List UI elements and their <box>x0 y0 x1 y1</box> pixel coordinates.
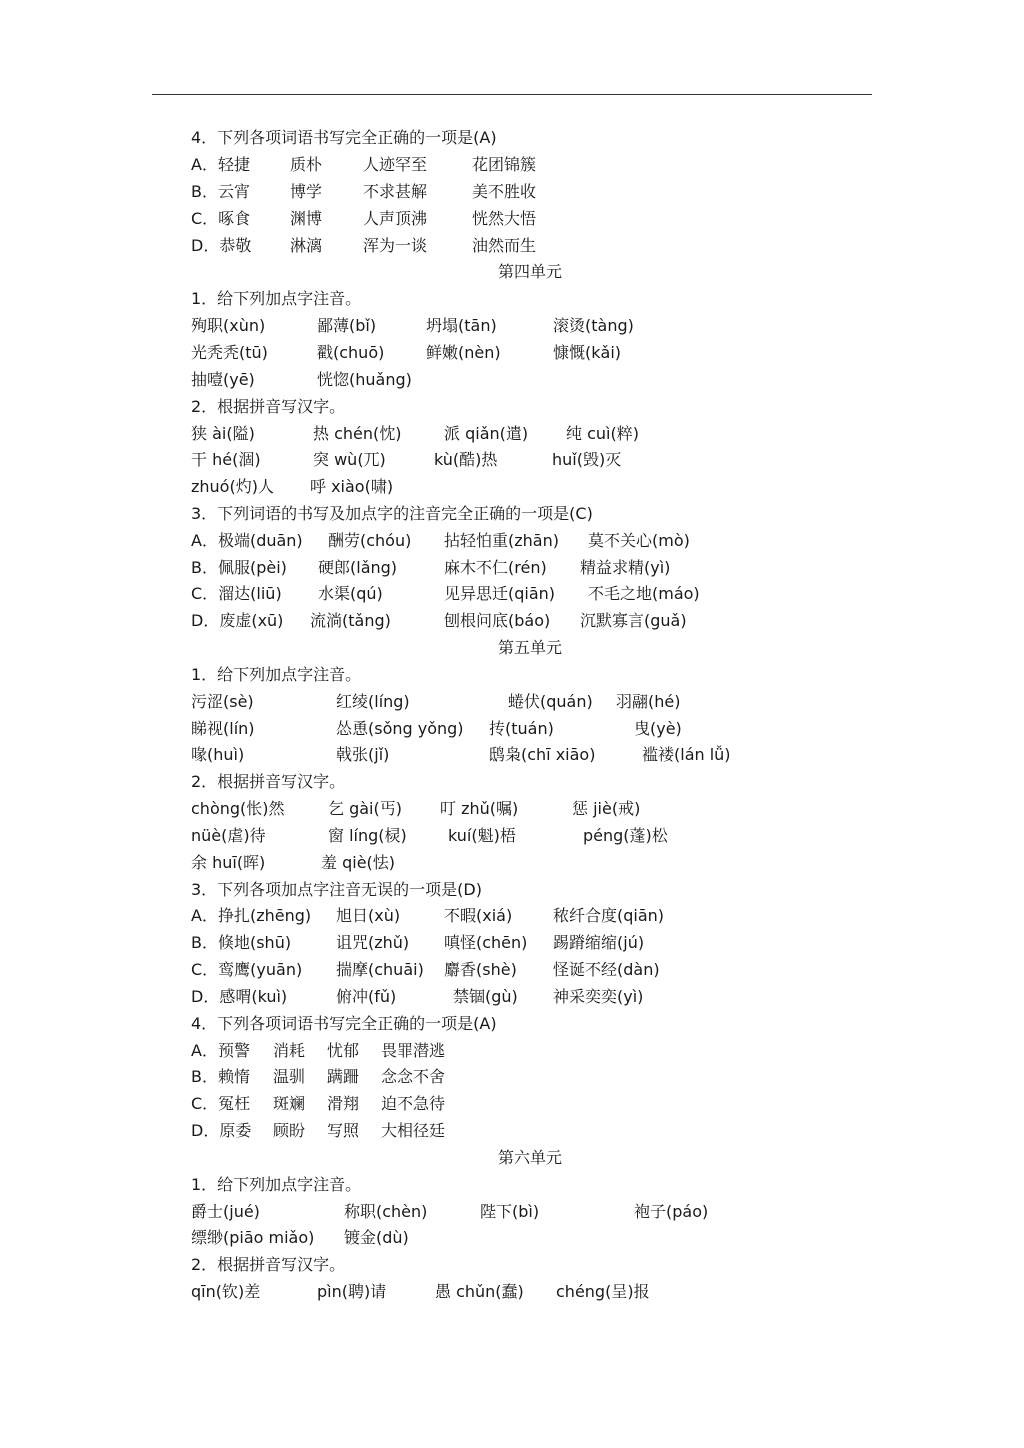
row-item: 麝香(shè) <box>444 960 517 979</box>
answer-row <box>0 339 1024 366</box>
row-item: 干 hé(涸) <box>191 450 261 469</box>
row-item: kuí(魁)梧 <box>448 826 516 845</box>
answer-row <box>0 151 1024 178</box>
row-item: 秾纤合度(qiān) <box>553 906 665 925</box>
row-item: péng(蓬)松 <box>583 826 668 845</box>
row-item: 窗 líng(棂) <box>328 826 407 845</box>
answer-row <box>0 1198 1024 1225</box>
row-item: 慷慨(kǎi) <box>553 343 622 362</box>
question-line: 2．根据拼音写汉字。 <box>191 1255 346 1274</box>
answer-row <box>0 983 1024 1010</box>
question-line: 4．下列各项词语书写完全正确的一项是(A) <box>191 1014 497 1033</box>
row-item: 爵士(jué) <box>191 1202 260 1221</box>
row-item: 曳(yè) <box>634 719 682 738</box>
answer-row <box>0 473 1024 500</box>
row-item: 蜷伏(quán) <box>508 692 593 711</box>
row-item: 揣摩(chuāi) <box>336 960 424 979</box>
row-item: B．倏地(shū) <box>191 933 292 952</box>
row-item: 不暇(xiá) <box>444 906 513 925</box>
row-item: 美不胜收 <box>472 182 537 201</box>
row-item: 刨根问底(báo) <box>444 611 551 630</box>
row-item: 鄙薄(bǐ) <box>317 316 377 335</box>
row-item: 羽翮(hé) <box>616 692 681 711</box>
question-line: 4．下列各项词语书写完全正确的一项是(A) <box>191 128 497 147</box>
row-item: 俯冲(fǔ) <box>336 987 397 1006</box>
row-item: 畏罪潜逃 <box>381 1041 446 1060</box>
row-item: 沉默寡言(guǎ) <box>580 611 687 630</box>
row-item: 滚烫(tàng) <box>553 316 634 335</box>
row-item: chéng(呈)报 <box>556 1282 650 1301</box>
answer-row <box>0 366 1024 393</box>
answer-row <box>0 312 1024 339</box>
row-item: 诅咒(zhǔ) <box>336 933 410 952</box>
row-item: 禁锢(gù) <box>453 987 518 1006</box>
row-item: pìn(聘)请 <box>317 1282 387 1301</box>
row-item: C．啄食 <box>191 209 251 228</box>
row-item: 坍塌(tān) <box>426 316 497 335</box>
answer-row <box>0 446 1024 473</box>
row-item: huǐ(毁)灭 <box>552 450 622 469</box>
row-item: 恍惚(huǎng) <box>317 370 412 389</box>
row-item: 褴褛(lán lǚ) <box>642 745 731 764</box>
unit-heading: 第五单元 <box>497 638 562 657</box>
row-item: 恍然大悟 <box>472 209 537 228</box>
answer-row <box>0 902 1024 929</box>
question-line: 3．下列词语的书写及加点字的注音完全正确的一项是(C) <box>191 504 593 523</box>
row-item: C．冤枉 <box>191 1094 251 1113</box>
question-line: 2．根据拼音写汉字。 <box>191 397 346 416</box>
row-item: A．轻捷 <box>191 155 250 174</box>
row-item: 淋漓 <box>290 236 323 255</box>
row-item: 鲜嫩(nèn) <box>426 343 501 362</box>
answer-row <box>0 741 1024 768</box>
answer-row <box>0 554 1024 581</box>
row-item: B．赖惰 <box>191 1067 250 1086</box>
row-item: 神采奕奕(yì) <box>553 987 644 1006</box>
row-item: 油然而生 <box>472 236 537 255</box>
answer-row <box>0 205 1024 232</box>
row-item: 怪诞不经(dàn) <box>553 960 660 979</box>
answer-row <box>0 1037 1024 1064</box>
answer-row <box>0 929 1024 956</box>
row-item: 红绫(líng) <box>336 692 410 711</box>
question-line: 1．给下列加点字注音。 <box>191 1175 362 1194</box>
row-item: 袍子(páo) <box>634 1202 709 1221</box>
row-item: 不毛之地(máo) <box>588 584 700 603</box>
row-item: 抽噎(yē) <box>191 370 255 389</box>
row-item: 见异思迁(qiān) <box>444 584 556 603</box>
unit-heading: 第六单元 <box>497 1148 562 1167</box>
row-item: 戟张(jǐ) <box>336 745 390 764</box>
row-item: D．恭敬 <box>191 236 252 255</box>
row-item: 精益求精(yì) <box>580 558 671 577</box>
row-item: 愚 chǔn(蠢) <box>435 1282 524 1301</box>
row-item: C．鸾鹰(yuān) <box>191 960 303 979</box>
row-item: 余 huī(晖) <box>191 853 266 872</box>
row-item: 消耗 <box>273 1041 306 1060</box>
row-item: A．预警 <box>191 1041 250 1060</box>
question-line: 2．根据拼音写汉字。 <box>191 772 346 791</box>
row-item: 渊博 <box>290 209 323 228</box>
row-item: 大相径廷 <box>381 1121 446 1140</box>
row-item: 派 qiǎn(遣) <box>444 424 529 443</box>
row-item: 硬郎(lǎng) <box>318 558 398 577</box>
row-item: 花团锦簇 <box>472 155 537 174</box>
question-line: 1．给下列加点字注音。 <box>191 665 362 684</box>
answer-row <box>0 580 1024 607</box>
row-item: 酬劳(chóu) <box>328 531 412 550</box>
row-item: C．溜达(liū) <box>191 584 282 603</box>
question-line: 3．下列各项加点字注音无误的一项是(D) <box>191 880 482 899</box>
unit-heading: 第四单元 <box>497 262 562 281</box>
row-item: 温驯 <box>273 1067 306 1086</box>
row-item: qīn(钦)差 <box>191 1282 261 1301</box>
row-item: 拈轻怕重(zhān) <box>444 531 559 550</box>
row-item: D．感喟(kuì) <box>191 987 288 1006</box>
row-item: 热 chén(忱) <box>313 424 402 443</box>
row-item: 嗔怪(chēn) <box>444 933 528 952</box>
question-line: 1．给下列加点字注音。 <box>191 289 362 308</box>
row-item: 博学 <box>290 182 323 201</box>
row-item: 狭 ài(隘) <box>191 424 255 443</box>
row-item: 喙(huì) <box>191 745 245 764</box>
row-item: 称职(chèn) <box>344 1202 428 1221</box>
row-item: 突 wù(兀) <box>313 450 386 469</box>
answer-row <box>0 178 1024 205</box>
row-item: 戳(chuō) <box>317 343 385 362</box>
row-item: 殉职(xùn) <box>191 316 266 335</box>
row-item: 抟(tuán) <box>489 719 554 738</box>
row-item: A．挣扎(zhēng) <box>191 906 312 925</box>
answer-row <box>0 1117 1024 1144</box>
row-item: 水渠(qú) <box>318 584 383 603</box>
row-item: 人迹罕至 <box>363 155 428 174</box>
row-item: 镀金(dù) <box>344 1228 409 1247</box>
answer-row <box>0 420 1024 447</box>
row-item: 人声顶沸 <box>363 209 428 228</box>
row-item: 乞 gài(丐) <box>328 799 402 818</box>
answer-row <box>0 1224 1024 1251</box>
answer-row <box>0 527 1024 554</box>
row-item: 莫不关心(mò) <box>588 531 690 550</box>
row-item: 不求甚解 <box>363 182 428 201</box>
answer-row <box>0 849 1024 876</box>
row-item: D．废虚(xū) <box>191 611 284 630</box>
row-item: 浑为一谈 <box>363 236 428 255</box>
answer-row <box>0 715 1024 742</box>
row-item: 流淌(tǎng) <box>310 611 391 630</box>
row-item: 旭日(xù) <box>336 906 401 925</box>
row-item: 陛下(bì) <box>480 1202 540 1221</box>
row-item: 叮 zhǔ(嘱) <box>440 799 519 818</box>
row-item: 纯 cuì(粹) <box>566 424 639 443</box>
row-item: kù(酷)热 <box>434 450 498 469</box>
row-item: 斑斓 <box>273 1094 306 1113</box>
row-item: chòng(怅)然 <box>191 799 285 818</box>
row-item: 顾盼 <box>273 1121 306 1140</box>
row-item: A．极端(duān) <box>191 531 303 550</box>
row-item: D．原委 <box>191 1121 252 1140</box>
row-item: 滑翔 <box>327 1094 360 1113</box>
row-item: 怂恿(sǒng yǒng) <box>336 719 464 738</box>
row-item: 迫不急待 <box>381 1094 446 1113</box>
answer-row <box>0 232 1024 259</box>
header-rule <box>152 94 872 95</box>
answer-row <box>0 956 1024 983</box>
row-item: 鸱枭(chī xiāo) <box>489 745 596 764</box>
row-item: 质朴 <box>290 155 323 174</box>
row-item: 写照 <box>327 1121 360 1140</box>
answer-row <box>0 1278 1024 1305</box>
answer-row <box>0 822 1024 849</box>
answer-row <box>0 795 1024 822</box>
row-item: 念念不舍 <box>381 1067 446 1086</box>
row-item: 踢蹐缩缩(jú) <box>553 933 645 952</box>
row-item: 睇视(lín) <box>191 719 255 738</box>
row-item: 光秃秃(tū) <box>191 343 268 362</box>
answer-row <box>0 1090 1024 1117</box>
row-item: 忧郁 <box>327 1041 360 1060</box>
row-item: 呼 xiào(啸) <box>310 477 394 496</box>
row-item: 麻木不仁(rén) <box>444 558 547 577</box>
answer-row <box>0 1063 1024 1090</box>
row-item: B．云宵 <box>191 182 250 201</box>
row-item: 羞 qiè(怯) <box>321 853 396 872</box>
row-item: 蹒跚 <box>327 1067 360 1086</box>
row-item: 惩 jiè(戒) <box>572 799 641 818</box>
row-item: nüè(虐)待 <box>191 826 266 845</box>
row-item: zhuó(灼)人 <box>191 477 274 496</box>
row-item: 污涩(sè) <box>191 692 254 711</box>
answer-row <box>0 607 1024 634</box>
row-item: B．佩服(pèi) <box>191 558 287 577</box>
answer-row <box>0 688 1024 715</box>
row-item: 缥缈(piāo miǎo) <box>191 1228 315 1247</box>
